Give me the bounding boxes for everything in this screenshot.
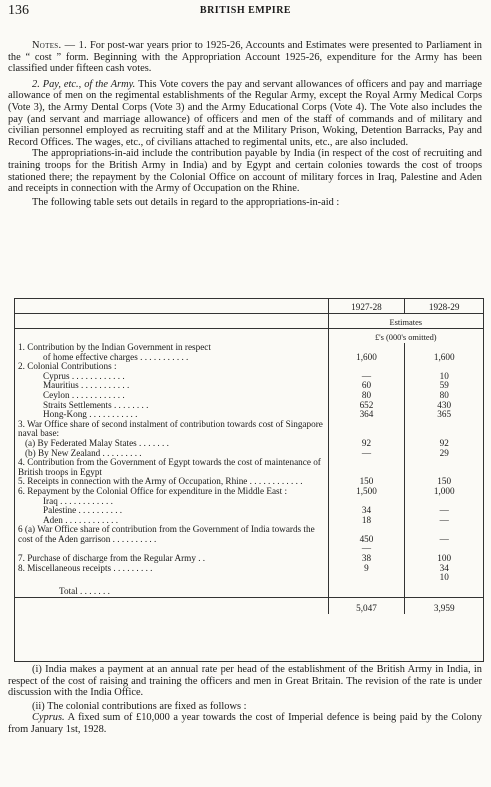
row-label: 4. Contribution from the Government of Egypt towards the cost of maintenance of British troops in Egypt	[18, 457, 321, 477]
row-label: Iraq . . . . . . . . . . . .	[43, 495, 113, 506]
row-value-1927: 364	[328, 410, 405, 420]
row-label: Mauritius . . . . . . . . . . .	[43, 380, 130, 391]
row-value-1927: 34	[328, 506, 405, 516]
row-value-1928: —	[405, 516, 483, 526]
table-row	[15, 573, 483, 583]
row-value-1927: 1,500	[328, 487, 405, 497]
row-value-1928: 80	[405, 391, 483, 401]
row-label: 8. Miscellaneous receipts . . . . . . . . .	[18, 562, 153, 573]
col-header-1928: 1928-29	[405, 299, 483, 314]
note-2-label: 2. Pay, etc., of the Army.	[32, 78, 136, 90]
page-number: 136	[8, 3, 29, 18]
page-header	[8, 3, 483, 19]
footnotes-section	[8, 664, 482, 736]
total-1927: 5,047	[328, 597, 405, 614]
row-label: of home effective charges . . . . . . . . . . .	[43, 351, 189, 362]
table-row	[15, 420, 483, 439]
row-value-1928: 29	[405, 449, 483, 459]
row-value-1927: 9	[328, 564, 405, 574]
row-value-1928: —	[405, 525, 483, 544]
row-label: Ceylon . . . . . . . . . . . .	[43, 389, 125, 400]
row-label: Hong-Kong . . . . . . . . . . .	[43, 409, 138, 420]
row-value-1927: 652	[328, 401, 405, 411]
row-label	[15, 573, 328, 583]
col-header-1927: 1927-28	[328, 299, 405, 314]
row-label: 6. Repayment by the Colonial Office for expenditure in the Middle East :	[18, 485, 288, 496]
row-value-1928: 1,000	[405, 487, 483, 497]
row-label: 2. Colonial Contributions :	[18, 361, 117, 372]
note-1-label: Notes. — 1.	[32, 40, 88, 51]
estimates-header: Estimates	[328, 314, 483, 329]
footnote-3-label: Cyprus.	[32, 712, 65, 724]
total-label: Total . . . . . . .	[59, 586, 110, 597]
notes-section	[8, 40, 482, 208]
row-value-1927: —	[328, 449, 405, 459]
row-value-1928: 430	[405, 401, 483, 411]
row-label: 3. War Office share of second instalment of contribution towards cost of Singapore naval base:	[18, 418, 323, 439]
row-label: 1. Contribution by the Indian Government in respect	[18, 342, 211, 352]
units-header: £'s (000's omitted)	[328, 329, 483, 344]
row-label: 6 (a) War Office share of contribution from the Government of India towards the cost of the Aden garrison . . . . . . . . . .	[18, 524, 315, 544]
row-value-1928: 10	[405, 372, 483, 382]
row-value-1928: 59	[405, 381, 483, 391]
row-value-1927	[328, 420, 405, 439]
row-value-1928: 100	[405, 554, 483, 564]
row-value-1927: 92	[328, 439, 405, 449]
total-1928: 3,959	[405, 597, 483, 614]
row-value-1927: 18	[328, 516, 405, 526]
row-value-1928	[405, 420, 483, 439]
row-label: Aden . . . . . . . . . . . .	[43, 514, 119, 525]
row-value-1927: 150	[328, 477, 405, 487]
footnote-3-text: A fixed sum of £10,000 a year towards the cost of Imperial defence is being paid by the Colony from January 1st, 1928.	[8, 712, 482, 735]
note-paragraph-2	[8, 79, 482, 149]
row-value-1927: 80	[328, 391, 405, 401]
row-label: 5. Receipts in connection with the Army of Occupation, Rhine . . . . . . . . . . . .	[18, 476, 303, 487]
table-row	[15, 458, 483, 477]
row-value-1928	[405, 458, 483, 477]
note-paragraph-3: The appropriations-in-aid include the contribution payable by India (in respect of the cost of recruiting and training troops for the British Army in India) and by Egypt and certain colonies towards the cost of troops stationed there; the repayment by the Colonial Office on account of military forces in Iraq, Palestine and Aden and receipts in connection with the Army of Occupation on the Rhine.	[8, 148, 482, 195]
row-value-1927: —	[328, 544, 405, 554]
footnote-3	[8, 712, 482, 735]
row-label: Palestine . . . . . . . . . .	[43, 505, 123, 516]
row-label: (a) By Federated Malay States . . . . . . .	[25, 437, 169, 448]
table-body	[15, 343, 483, 583]
row-value-1928: —	[405, 506, 483, 516]
running-head: BRITISH EMPIRE	[199, 5, 292, 16]
row-value-1927: 450	[328, 525, 405, 544]
row-label: (b) By New Zealand . . . . . . . . .	[25, 447, 142, 458]
footnote-1: (i) India makes a payment at an annual rate per head of the establishment of the British Army in India, in respect of the cost of raising and training the officers and men in Great Britain. The revision of the rate is under discussion with the India Office.	[8, 664, 482, 699]
row-value-1928: 34	[405, 564, 483, 574]
row-label: Straits Settlements . . . . . . . .	[43, 399, 149, 410]
table-row	[15, 564, 483, 574]
row-value-1928: 150	[405, 477, 483, 487]
row-value-1928: 365	[405, 410, 483, 420]
table-row	[15, 525, 483, 544]
row-value-1928: 1,600	[405, 353, 483, 363]
row-value-1927: —	[328, 372, 405, 382]
row-label: Cyprus . . . . . . . . . . . .	[43, 370, 125, 381]
row-value-1927: 1,600	[328, 353, 405, 363]
note-2-text: This Vote covers the pay and servant allowances of officers and pay and marriage allowance of men on the regimental establishments of the Regular Army, except the Royal Army Medical Corps (Vote 3), the Army Dental Corps (Vote 3) and the Army Educational Corps (Vote 4). The Vote also includes the pay (and servant and marriage allowance) of officers and men of the staff of commands and of military and civilian personnel employed as recruiting staff and at the Military Prison, Woking, Detention Barracks, Pay and Record Offices. The wages, etc., of civilians attached to regimental units, etc., are also included.	[8, 78, 482, 148]
note-paragraph-1	[8, 40, 482, 75]
footnote-2: (ii) The colonial contributions are fixed as follows :	[32, 700, 247, 712]
row-value-1928: 92	[405, 439, 483, 449]
row-value-1927	[328, 573, 405, 583]
appropriations-table	[14, 298, 484, 662]
note-1-text: For post-war years prior to 1925-26, Accounts and Estimates were presented to Parliament in the “ cost ” form. Beginning with the Appropriation Account 1925-26, expenditure for the Army has been classified under fifteen cash votes.	[8, 40, 482, 75]
row-value-1927: 60	[328, 381, 405, 391]
row-value-1928: 10	[405, 573, 483, 583]
row-value-1927	[328, 458, 405, 477]
row-value-1927: 38	[328, 554, 405, 564]
note-paragraph-4: The following table sets out details in regard to the appropriations-in-aid :	[32, 196, 340, 208]
row-label: 7. Purchase of discharge from the Regular Army . .	[18, 553, 206, 564]
